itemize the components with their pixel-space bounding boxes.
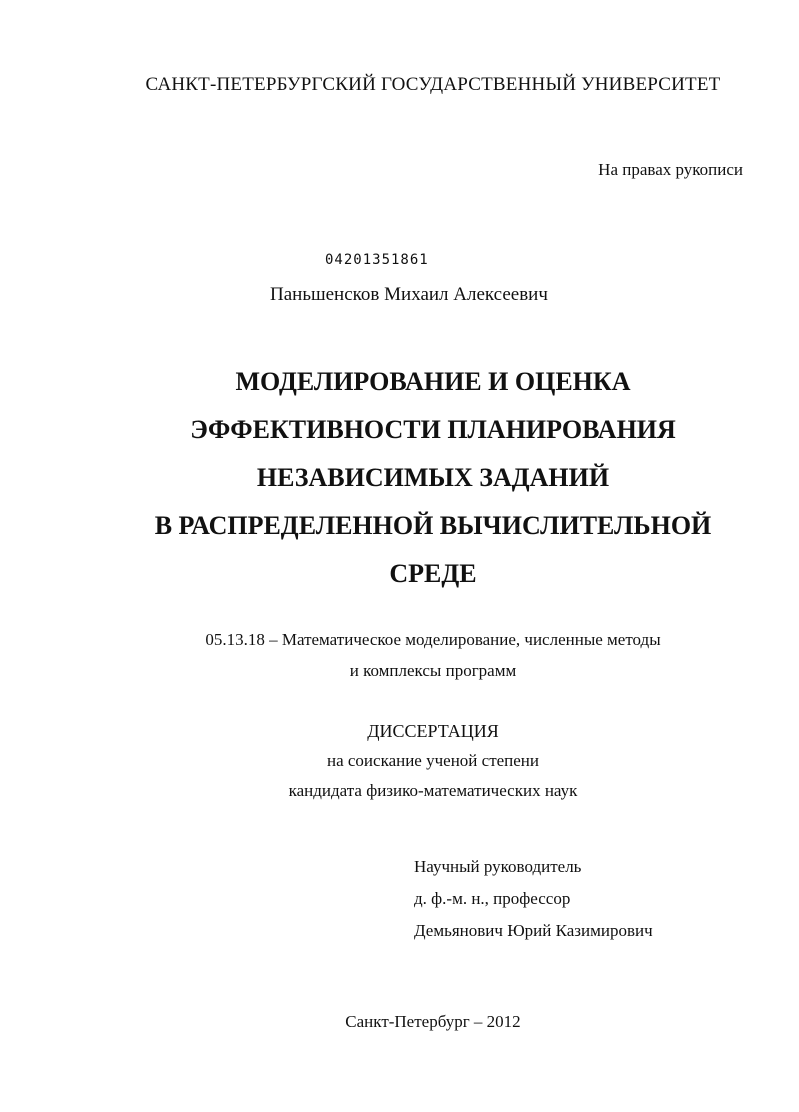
specialty-block — [0, 624, 799, 686]
specialty-continuation-line: и комплексы программ — [349, 661, 517, 680]
supervisor-block — [414, 851, 653, 947]
supervisor-credentials: д. ф.-м. н., профессор — [414, 889, 571, 908]
author-name: Паньшенсков Михаил Алексеевич — [270, 284, 548, 305]
degree-name: кандидата физико-математических наук — [288, 781, 578, 800]
title-line: НЕЗАВИСИМЫХ ЗАДАНИЙ — [256, 463, 610, 492]
degree-purpose: на соискание ученой степени — [326, 751, 540, 770]
supervisor-role: Научный руководитель — [414, 857, 582, 876]
title-line: МОДЕЛИРОВАНИЕ И ОЦЕНКА — [235, 367, 631, 396]
manuscript-note: На правах рукописи — [598, 160, 743, 179]
record-number: 04201351861 — [325, 252, 429, 268]
title-line: В РАСПРЕДЕЛЕННОЙ ВЫЧИСЛИТЕЛЬНОЙ — [154, 511, 712, 540]
dissertation-label: ДИССЕРТАЦИЯ — [367, 721, 499, 741]
dissertation-block — [0, 716, 799, 806]
specialty-code-line: 05.13.18 – Математическое моделирование, численные методы — [205, 630, 661, 649]
title-line: ЭФФЕКТИВНОСТИ ПЛАНИРОВАНИЯ — [190, 415, 676, 444]
supervisor-name: Демьянович Юрий Казимирович — [414, 921, 653, 940]
title-line: СРЕДЕ — [389, 559, 477, 588]
dissertation-title — [0, 358, 799, 598]
university-name: САНКТ-ПЕТЕРБУРГСКИЙ ГОСУДАРСТВЕННЫЙ УНИВЕРСИТЕТ — [145, 74, 721, 95]
city-year: Санкт-Петербург – 2012 — [345, 1012, 521, 1031]
